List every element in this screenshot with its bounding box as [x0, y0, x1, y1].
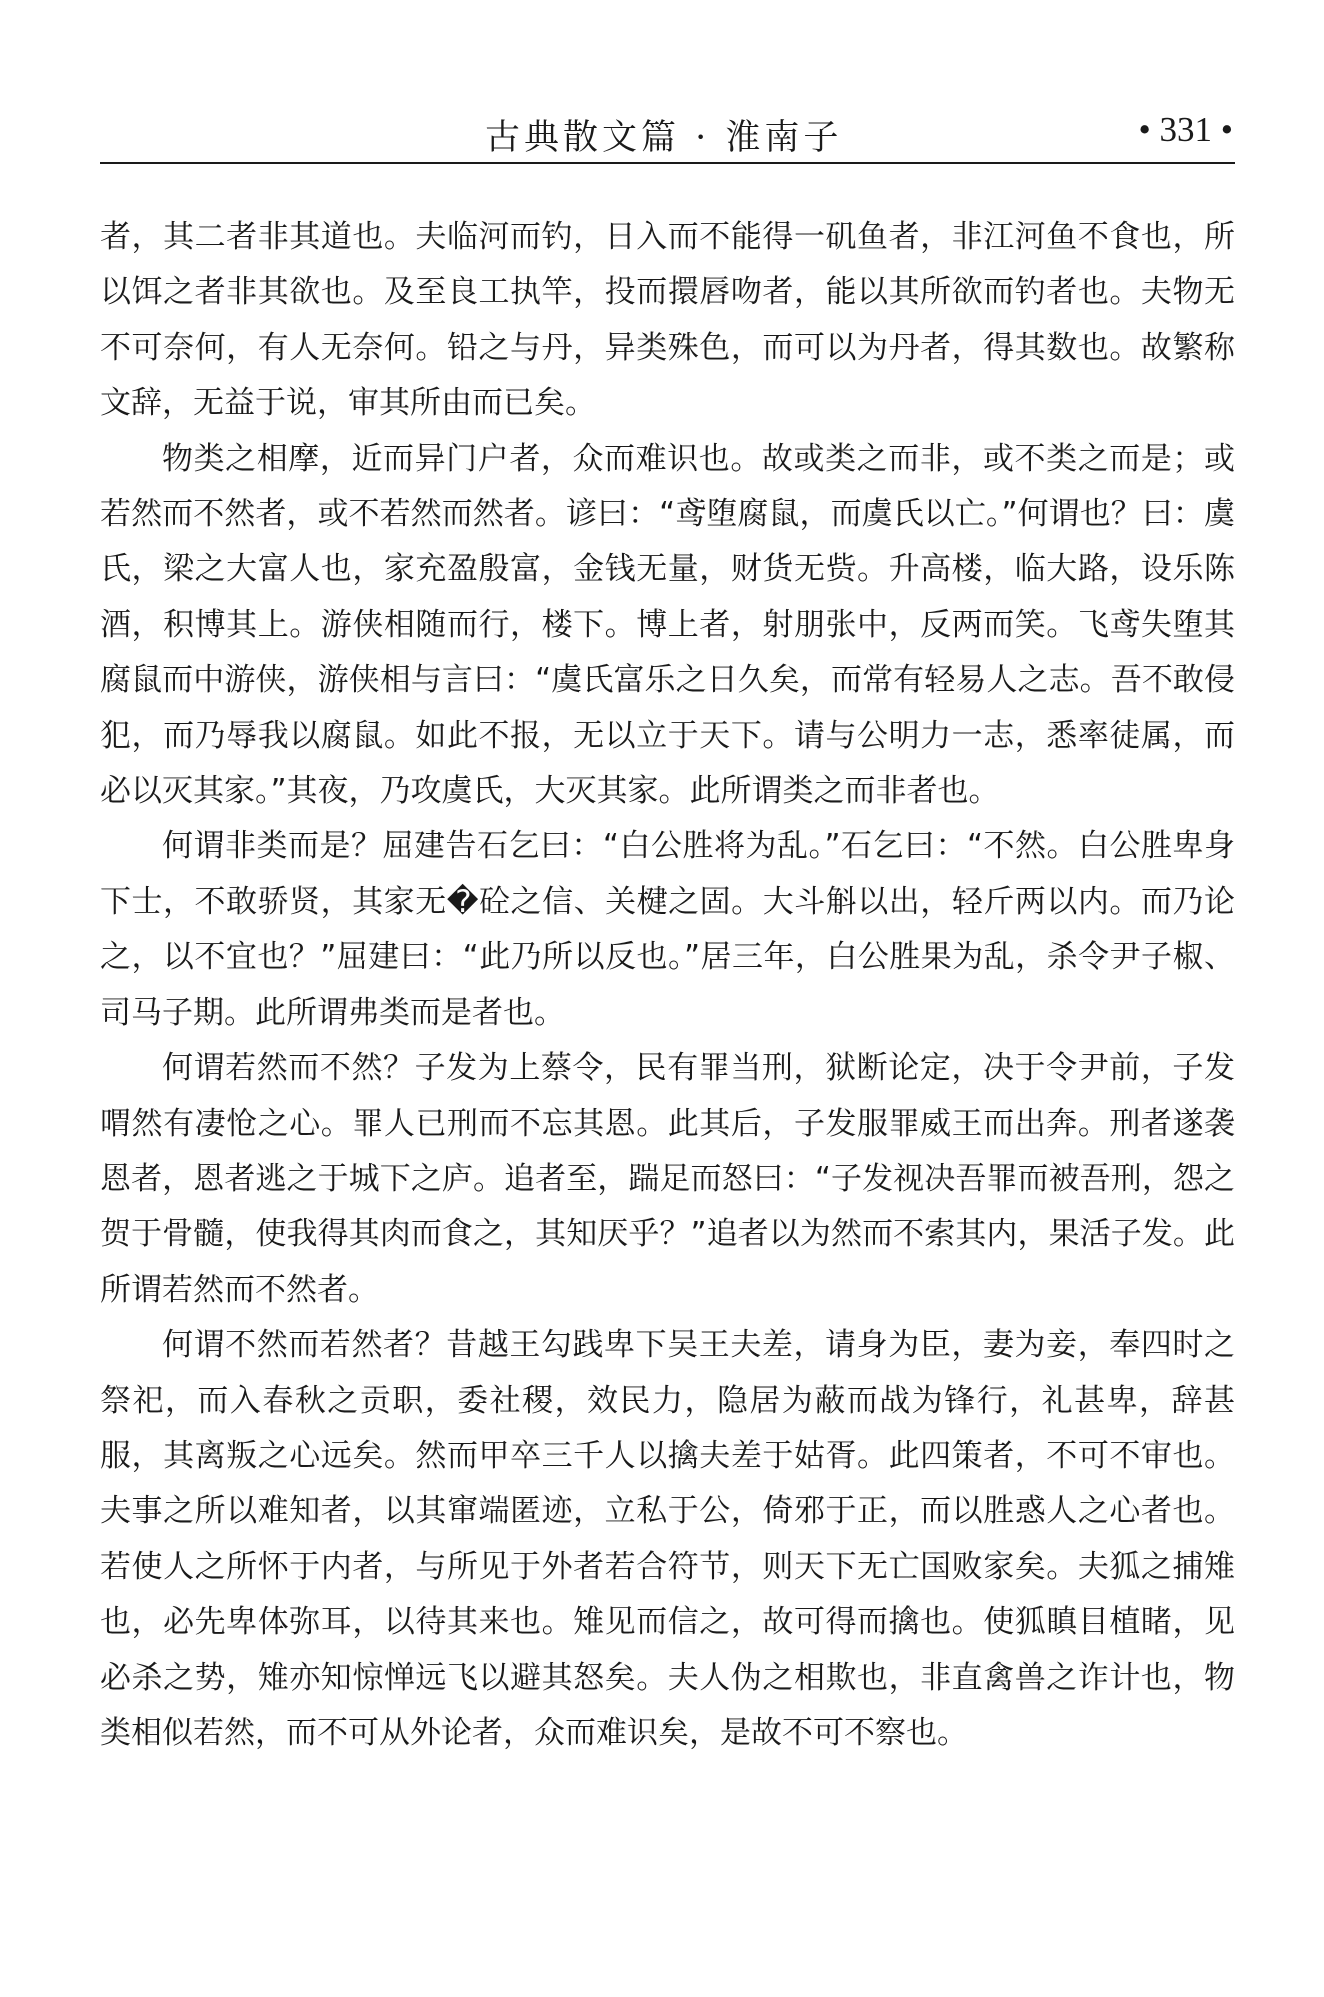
paragraph: 何谓不然而若然者？昔越王勾践卑下吴王夫差，请身为臣，妻为妾，奉四时之祭祀，而入春秋之贡职，委社稷，效民力，隐居为蔽而战为锋行，礼甚卑，辞甚服，其离叛之心远矣。然而甲卒三千人以擒夫差于姑胥。此四策者，不可不审也。夫事之所以难知者，以其窜端匿迹，立私于公，倚邪于正，而以胜惑人之心者也。若使人之所怀于内者，与所见于外者若合符节，则天下无亡国败家矣。夫狐之捕雉也，必先卑体弥耳，以待其来也。雉见而信之，故可得而擒也。使狐瞋目植睹，见必杀之势，雉亦知惊惮远飞以避其怒矣。夫人伪之相欺也，非直禽兽之诈计也，物类相似若然，而不可从外论者，众而难识矣，是故不可不察也。: [100, 1327, 1235, 1751]
paragraph: 者，其二者非其道也。夫临河而钓，日入而不能得一矶鱼者，非江河鱼不食也，所以饵之者非其欲也。及至良工执竿，投而擐唇吻者，能以其所欲而钓者也。夫物无不可奈何，有人无奈何。铅之与丹，异类殊色，而可以为丹者，得其数也。故繁称文辞，无益于说，审其所由而已矣。: [100, 219, 1235, 422]
paragraph: 物类之相摩，近而异门户者，众而难识也。故或类之而非，或不类之而是；或若然而不然者，或不若然而然者。谚曰：“鸢堕腐鼠，而虞氏以亡。”何谓也？曰：虞氏，梁之大富人也，家充盈殷富，金钱无量，财货无赀。升高楼，临大路，设乐陈酒，积博其上。游侠相随而行，楼下。博上者，射朋张中，反两而笑。飞鸢失堕其腐鼠而中游侠，游侠相与言曰：“虞氏富乐之日久矣，而常有轻易人之志。吾不敢侵犯，而乃辱我以腐鼠。如此不报，无以立于天下。请与公明力一志，悉率徒属，而必以灭其家。”其夜，乃攻虞氏，大灭其家。此所谓类之而非者也。: [100, 440, 1235, 810]
paragraph: 何谓非类而是？屈建告石乞曰：“白公胜将为乱。”石乞曰：“不然。白公胜卑身下士，不敢骄贤，其家无�砼之信、关楗之固。大斗斛以出，轻斤两以内。而乃论之，以不宜也？”屈建曰：“此乃所以反也。”居三年，白公胜果为乱，杀令尹子椒、司马子期。此所谓弗类而是者也。: [100, 828, 1235, 1031]
paragraph: 何谓若然而不然？子发为上蔡令，民有罪当刑，狱断论定，决于令尹前，子发喟然有凄怆之心。罪人已刑而不忘其恩。此其后，子发服罪威王而出奔。刑者遂袭恩者，恩者逃之于城下之庐。追者至，踹足而怒曰：“子发视决吾罪而被吾刑，怨之贺于骨髓，使我得其肉而食之，其知厌乎？”追者以为然而不索其内，果活子发。此所谓若然而不然者。: [100, 1050, 1235, 1308]
body-text: [100, 210, 1235, 1761]
book-page: [100, 0, 1235, 1997]
page-number: • 331 •: [1138, 110, 1233, 149]
header-title: 古典散文篇 · 淮南子: [485, 118, 843, 158]
running-header: [100, 102, 1235, 164]
